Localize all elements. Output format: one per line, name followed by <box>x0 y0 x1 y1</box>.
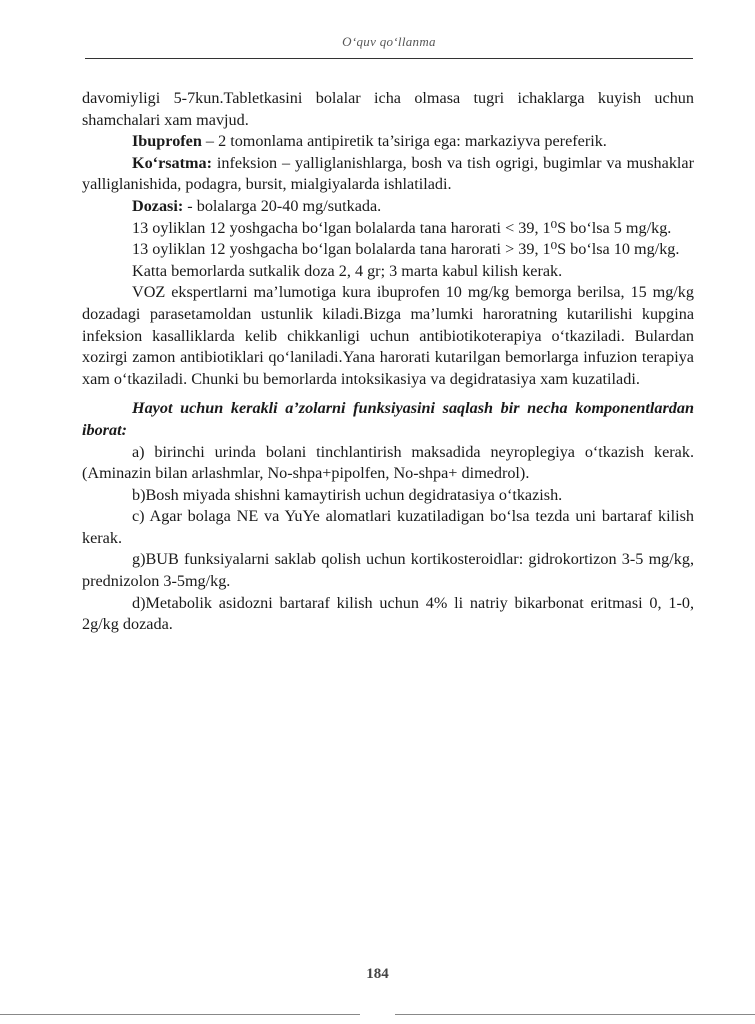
list-item: b)Bosh miyada shishni kamaytirish uchun degidratasiya o‘tkazish. <box>132 485 563 504</box>
header-divider <box>85 58 693 59</box>
list-item: c) Agar bolaga NE va YuYe alomatlari kuzatiladigan bo‘lsa tezda uni bartaraf kilish kerak. <box>82 507 694 547</box>
paragraph-text: infeksion – yalliglanishlarga, bosh va tish ogrigi, bugimlar va mushaklar yalliglanishida, podagra, bursit, mialgiyalarda ishlatiladi. <box>82 153 694 194</box>
running-header: O‘quv qo‘llanma <box>342 34 436 49</box>
paragraph-dose-low-temp: 13 oyliklan 12 yoshgacha bo‘lgan bolalarda tana harorati < 39, 1⁰S bo‘lsa 5 mg/kg. <box>132 218 672 237</box>
footer-rule-right <box>395 1014 755 1015</box>
paragraph-dose-high-temp: 13 oyliklan 12 yoshgacha bo‘lgan bolalarda tana harorati > 39, 1⁰S bo‘lsa 10 mg/kg. <box>132 240 680 259</box>
paragraph-text: - bolalarga 20-40 mg/sutkada. <box>183 196 382 215</box>
paragraph-indications <box>82 153 694 196</box>
paragraph-continuation: davomiyligi 5-7kun.Tabletkasini bolalar icha olmasa tugri ichaklarga kuyish uchun shamchalari xam mavjud. <box>82 89 694 129</box>
paragraph-adult-dose: Katta bemorlarda sutkalik doza 2, 4 gr; 3 marta kabul kilish kerak. <box>132 261 563 280</box>
term-dosage: Dozasi: <box>132 196 184 215</box>
paragraph-who-experts: VOZ ekspertlarni ma’lumotiga kura ibuprofen 10 mg/kg bemorga berilsa, 15 mg/kg dozadagi parasetamoldan ustunlik kiladi.Bizga ma’lumki haroratning kutarilishi kupgina infeksion kasalliklarda kelib chikkanligi uchun antibiotikoterapiya o‘tkaziladi. Bulardan xozirgi zamon antibiotiklari qo‘laniladi.Yana harorati kutarilgan bemorlarga infuzion terapiya xam o‘tkaziladi. Chunki bu bemorlarda intoksikasiya va degidratasiya xam kuzatiladi. <box>82 283 694 388</box>
paragraph-text: – 2 tomonlama antipiretik ta’siriga ega: markaziyva pereferik. <box>201 132 607 151</box>
paragraph-ibuprofen <box>82 131 694 153</box>
section-title: Hayot uchun kerakli a’zolarni funksiyasini saqlash bir necha komponentlardan iborat: <box>82 399 694 439</box>
list-item: g)BUB funksiyalarni saklab qolish uchun kortikosteroidlar: gidrokortizon 3-5 mg/kg, prednizolon 3-5mg/kg. <box>82 550 694 591</box>
footer-rule-left <box>0 1014 360 1015</box>
list-item: d)Metabolik asidozni bartaraf kilish uchun 4% li natriy bikarbonat eritmasi 0, 1-0, 2g/kg dozada. <box>82 593 694 634</box>
term-ibuprofen: Ibuprofen <box>132 132 202 151</box>
term-indications: Ko‘rsatma: <box>132 153 213 172</box>
paragraph-dosage <box>82 196 694 218</box>
page-body <box>82 88 694 636</box>
list-item: a) birinchi urinda bolani tinchlantirish maksadida neyroplegiya o‘tkazish kerak.(Aminazin bilan arlashmlar, No-shpa+pipolfen, No-shpa+ dimedrol). <box>82 442 694 483</box>
page-number: 184 <box>366 966 389 982</box>
